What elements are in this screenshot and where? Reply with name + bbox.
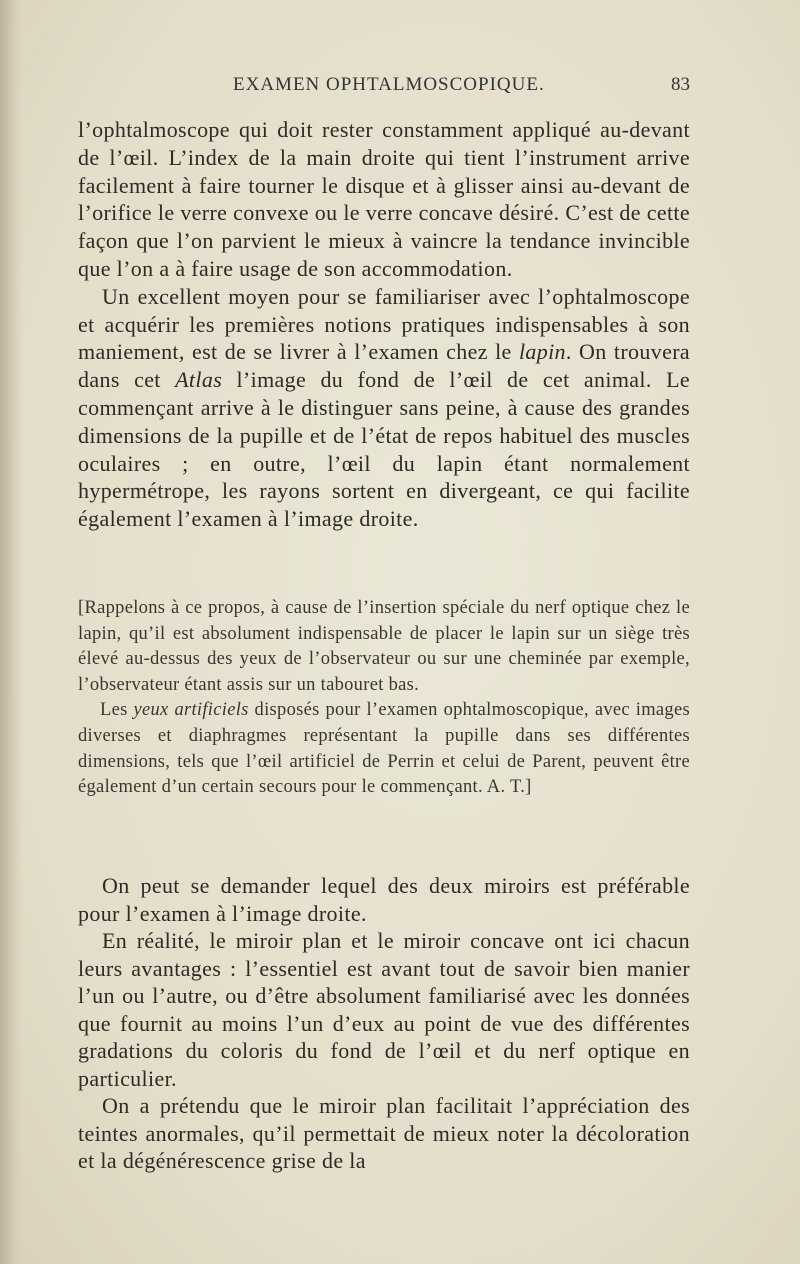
main-text-bottom xyxy=(78,872,690,1175)
text-run: l’image du fond de l’œil de cet animal. Le commençant arrive à le distinguer sans peine, à cause des grandes dimensions de la pupille et de l’état de repos habituel des muscles oculaires ; en outre, l’œil du lapin étant normalement hypermétrope, les rayons sortent en divergeant, ce qui facilite également l’examen à l’image droite. xyxy=(78,367,690,532)
running-header xyxy=(78,74,690,100)
running-title: EXAMEN OPHTALMOSCOPIQUE. xyxy=(233,74,545,95)
paragraph: On peut se demander lequel des deux miroirs est préférable pour l’examen à l’image droite. xyxy=(78,873,690,926)
text-run: disposés pour l’examen ophtalmoscopique, avec images diverses et diaphragmes représentant la pupille dans ses différentes dimensions, tels que l’œil artificiel de Perrin et celui de Parent, peuvent être également d’un certain secours pour le commençant. A. T.] xyxy=(78,700,690,798)
main-text-top xyxy=(78,116,690,533)
italic-term: lapin xyxy=(518,339,566,365)
italic-term: Atlas xyxy=(175,367,223,393)
note-paragraph: [Rappelons à ce propos, à cause de l’insertion spéciale du nerf optique chez le lapin, qu’il est absolument indispensable de placer le lapin sur un siège très élevé au-dessus des yeux de l’observateur ou sur une cheminée par exemple, l’observateur étant assis sur un tabouret bas. xyxy=(78,598,690,695)
paragraph-lapin xyxy=(78,283,690,533)
paragraph: On a prétendu que le miroir plan facilitait l’appréciation des teintes anormales, qu’il permettait de mieux noter la décoloration et la dégénérescence grise de la xyxy=(78,1093,690,1173)
translator-note xyxy=(78,596,690,801)
text-run: Les xyxy=(100,700,134,721)
note-paragraph-artificial-eyes xyxy=(78,698,690,800)
paragraph: l’ophtalmoscope qui doit rester constamment appliqué au-devant de l’œil. L’index de la main droite qui tient l’instrument arrive facilement à faire tourner le disque et à glisser ainsi au-devant de l’orifice le verre convexe ou le verre concave désiré. C’est de cette façon que l’on parvient le mieux à vaincre la tendance invincible que l’on a à faire usage de son accommodation. xyxy=(78,117,690,281)
paragraph: En réalité, le miroir plan et le miroir concave ont ici chacun leurs avantages : l’essentiel est avant tout de savoir bien manier l’un ou l’autre, ou d’être absolument familiarisé avec les données que fournit au moins l’un d’eux au point de vue des différentes gradations du coloris du fond de l’œil et du nerf optique en particulier. xyxy=(78,928,690,1091)
page-gutter-shadow xyxy=(0,0,22,1264)
page-number: 83 xyxy=(671,74,690,95)
text-run: . On trouvera dans cet xyxy=(78,339,690,393)
italic-term: yeux artificiels xyxy=(133,700,249,721)
text-run: Un excellent moyen pour se familiariser avec l’ophtalmoscope et acquérir les premières notions pratiques indispensables à son maniement, est de se livrer à l’examen chez le xyxy=(78,283,690,365)
